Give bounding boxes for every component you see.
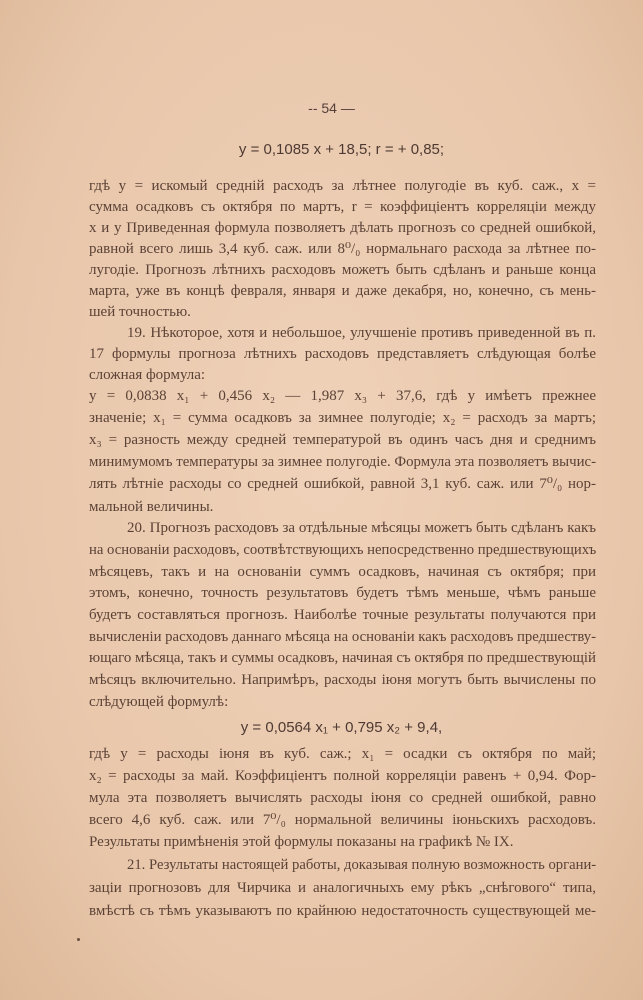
- paper-speck: [77, 938, 80, 941]
- text-line: гдѣ y = искомый среднiй расходъ за лѣтнее полугодіе въ куб. саж., x =: [89, 178, 596, 194]
- text-line: 19. Нѣкоторое, хотя и небольшое, улучшеніе противъ приведенной въ п.: [127, 325, 596, 341]
- text-line: 17 формулы прогноза лѣтнихъ расходовъ представляетъ слѣдующая болѣе: [89, 346, 596, 362]
- text-line: 21. Результаты настоящей работы, доказывая полную возможность органи-: [127, 857, 597, 873]
- text-line: этомъ, конечно, точность результатовъ будетъ тѣмъ меньше, чѣмъ раньше: [89, 585, 596, 601]
- text-line: сумма осадковъ съ октября по мартъ, r = коэффиціентъ корреляціи между: [89, 199, 596, 215]
- text-line: будетъ составляться прогнозъ. Наиболѣе точные результаты получаются при: [89, 607, 596, 623]
- formula-line: y = 0,1085 x + 18,5; r = + 0,85;: [238, 141, 445, 158]
- text-line: сложная формула:: [89, 367, 206, 383]
- text-line: мѣсяцевъ, такъ и на основаніи суммъ осадковъ, начиная съ октября; при: [89, 564, 596, 580]
- text-line: всего 4,6 куб. саж. или 7⁰/₀ нормальной величины іюньскихъ расходовъ.: [89, 812, 596, 828]
- text-line: слѣдующей формулѣ:: [89, 694, 229, 710]
- text-line: ющаго мѣсяца, такъ и суммы осадковъ, начиная съ октября по предшествующій: [89, 650, 596, 666]
- text-line: вычисленіи расходовъ даннаго мѣсяца на основаніи какъ расходовъ предшеству-: [89, 629, 597, 645]
- text-line: Результаты примѣненія этой формулы показаны на графикѣ № IX.: [89, 834, 514, 850]
- text-line: заціи прогнозовъ для Чирчика и аналогичныхъ ему рѣкъ „снѣгового“ типа,: [89, 880, 596, 896]
- text-line: гдѣ y = расходы іюня въ куб. саж.; x₁ = осадки съ октября по май;: [89, 746, 596, 762]
- text-line: равной всего лишь 3,4 куб. саж. или 8⁰/₀ нормальнаго расхода за лѣтнее по-: [89, 241, 596, 257]
- text-line: минимумомъ температуры за зимнее полугодіе. Формула эта позволяетъ вычис-: [89, 454, 597, 470]
- text-line: на основаніи расходовъ, соотвѣтствующихъ непосредственно предшествующихъ: [89, 542, 597, 558]
- text-line: x₂ = расходы за май. Коэффиціентъ полной корреляціи равенъ + 0,94. Фор-: [89, 768, 596, 784]
- text-line: марта, уже въ концѣ февраля, января и даже декабря, но, конечно, съ мень-: [89, 283, 596, 299]
- text-line: мальной величины.: [89, 499, 214, 515]
- text-line: лугодіе. Прогнозъ лѣтнихъ расходовъ можетъ быть сдѣланъ и раньше конца: [89, 262, 596, 278]
- text-line: значеніе; x₁ = сумма осадковъ за зимнее полугодіе; x₂ = расходъ за мартъ;: [89, 410, 596, 426]
- text-line: x₃ = разность между средней температурой въ одинъ часъ дня и среднимъ: [89, 432, 596, 448]
- page-number: -- 54 —: [308, 100, 355, 116]
- text-line: y = 0,0838 x₁ + 0,456 x₂ — 1,987 x₃ + 37,6, гдѣ y имѣетъ прежнее: [89, 388, 596, 404]
- text-line: 20. Прогнозъ расходовъ за отдѣльные мѣсяцы можетъ быть сдѣланъ какъ: [127, 520, 596, 536]
- text-line: мѣсяцъ включительно. Напримѣръ, расходы іюня могутъ быть вычислены по: [89, 672, 596, 688]
- text-line: шей точностью.: [89, 304, 191, 320]
- text-line: x и y Приведенная формула позволяетъ дѣлать прогнозъ со средней ошибкой,: [89, 220, 596, 236]
- formula-line: y = 0,0564 x₁ + 0,795 x₂ + 9,4,: [240, 719, 443, 736]
- text-line: мула эта позволяетъ вычислять расходы іюня со средней ошибкой, равно: [89, 790, 596, 806]
- text-line: лять лѣтніе расходы со средней ошибкой, равной 3,1 куб. саж. или 7⁰/₀ нор-: [89, 476, 596, 492]
- text-line: вмѣстѣ съ тѣмъ указываютъ по крайнюю недостаточность существующей ме-: [89, 903, 596, 919]
